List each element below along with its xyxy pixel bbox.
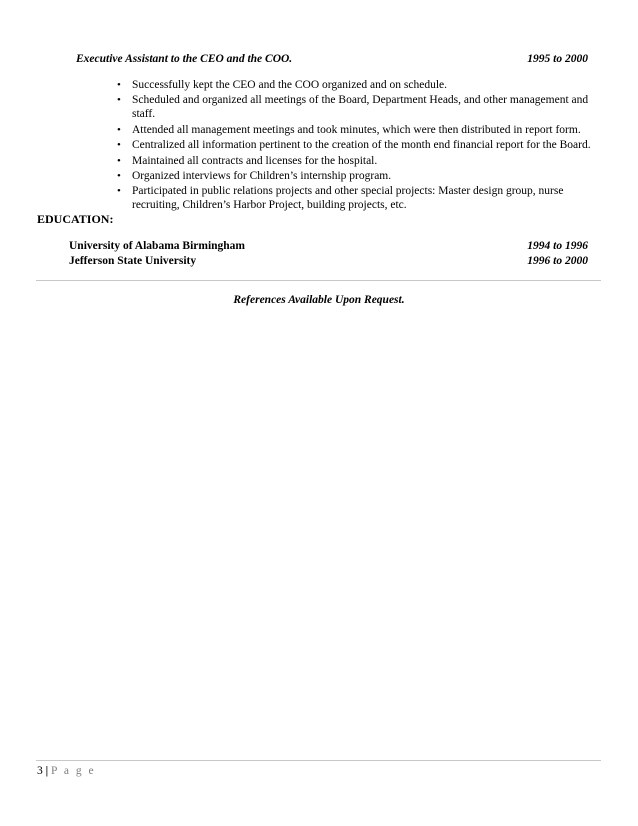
bullet-icon: • bbox=[117, 154, 121, 167]
job-heading bbox=[76, 53, 588, 69]
bullet-icon: • bbox=[117, 123, 121, 136]
school-years: 1996 to 2000 bbox=[527, 255, 588, 267]
page-number: 3 bbox=[37, 765, 43, 777]
section-divider bbox=[36, 280, 601, 281]
list-item: • Maintained all contracts and licenses for the hospital. bbox=[117, 154, 378, 167]
bullet-icon: • bbox=[117, 185, 121, 198]
education-entry bbox=[69, 255, 588, 270]
list-item: • Attended all management meetings and took minutes, which were then distributed in report form. bbox=[117, 123, 581, 136]
bullet-icon: • bbox=[117, 139, 121, 152]
list-item: • Scheduled and organized all meetings of the Board, Department Heads, and other management and staff. bbox=[117, 94, 589, 121]
bullet-icon: • bbox=[117, 79, 121, 91]
footer-divider bbox=[36, 760, 601, 761]
school-name: Jefferson State University bbox=[69, 255, 197, 267]
list-item: • Centralized all information pertinent to the creation of the month end financial report for the Board. bbox=[117, 139, 591, 152]
job-duties-list bbox=[117, 78, 593, 214]
bullet-icon: • bbox=[117, 94, 121, 107]
list-item: • Participated in public relations projects and other special projects: Master design group, nurse recruiting, Children’s Harbor Project, building projects, etc. bbox=[117, 185, 564, 212]
school-years: 1994 to 1996 bbox=[527, 240, 588, 252]
list-item: • Organized interviews for Children’s internship program. bbox=[117, 169, 392, 182]
list-item: • Successfully kept the CEO and the COO organized and on schedule. bbox=[117, 79, 448, 91]
education-entry bbox=[69, 240, 588, 255]
job-dates: 1995 to 2000 bbox=[527, 53, 588, 65]
job-title: Executive Assistant to the CEO and the COO. bbox=[76, 53, 293, 65]
footer-separator: | bbox=[45, 765, 49, 777]
page-footer bbox=[37, 765, 96, 777]
references-note: References Available Upon Request. bbox=[233, 294, 405, 306]
bullet-icon: • bbox=[117, 169, 121, 182]
education-heading: EDUCATION: bbox=[37, 212, 114, 226]
page-label: P a g e bbox=[51, 765, 96, 777]
school-name: University of Alabama Birmingham bbox=[69, 240, 246, 252]
